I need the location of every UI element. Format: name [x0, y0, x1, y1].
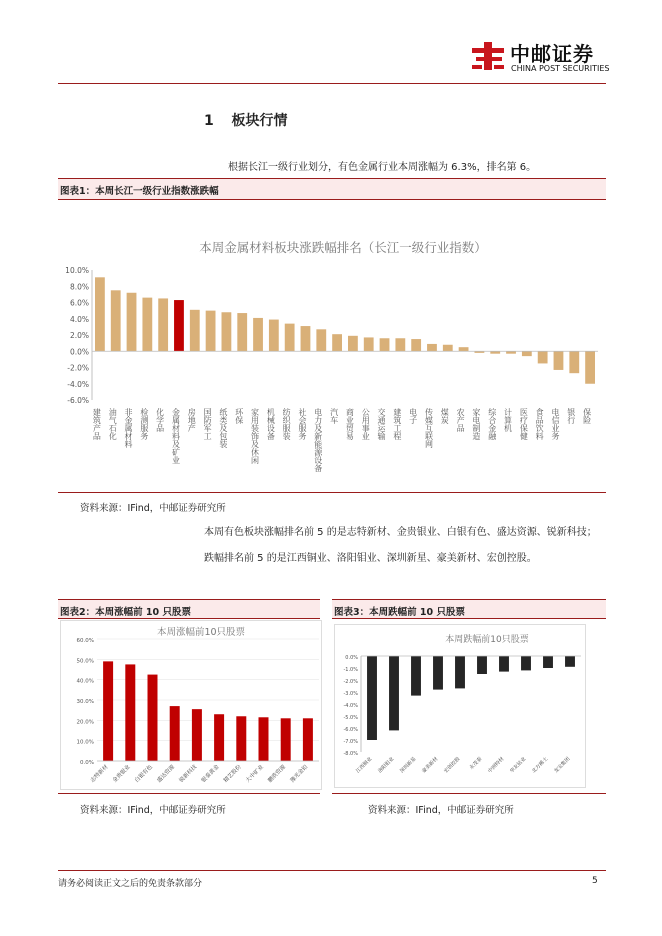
figure2-label: 图表2：本周涨幅前 10 只股票: [60, 607, 191, 618]
x-tick-label: 交通运输: [377, 408, 387, 440]
bar-油气石化: [111, 290, 121, 351]
bar-家用装饰及休闲: [253, 318, 263, 351]
x-tick-label: 金贵银业: [111, 764, 132, 784]
x-tick-label: 建筑工程: [392, 408, 402, 440]
bar-环保: [237, 313, 247, 351]
bar-纺织服装: [285, 324, 295, 352]
figure3-bottom-divider: [332, 793, 606, 794]
x-tick-label: 化学品: [155, 408, 165, 432]
x-tick-label: 环保: [234, 408, 244, 424]
y-tick-label: 6.0%: [69, 298, 89, 308]
y-tick-label: 0.0%: [345, 655, 358, 661]
bar-保险: [585, 351, 595, 384]
x-tick-label: 金属材料及矿业: [171, 408, 181, 464]
x-tick-label: 国防军工: [203, 408, 213, 440]
x-tick-label: 大中矿业: [245, 764, 265, 784]
y-tick-label: 0.0%: [80, 760, 94, 766]
x-tick-label: 电力及新能源设备: [313, 408, 323, 472]
y-tick-label: -7.0%: [343, 739, 358, 745]
figure2-source: 资料来源：IFind，中邮证券研究所: [80, 805, 226, 816]
x-tick-label: 志特新材: [89, 764, 110, 784]
x-tick-label: 计算机: [503, 408, 513, 432]
bar-农产品: [459, 347, 469, 351]
bar-精艺股份: [236, 716, 246, 761]
logo-text-en: CHINA POST SECURITIES: [511, 64, 610, 73]
chart-title: 本周涨幅前10只股票: [156, 627, 246, 638]
x-tick-label: 保险: [582, 408, 592, 424]
x-tick-label: 华友钴业: [509, 756, 528, 775]
y-tick-label: -6.0%: [67, 396, 89, 405]
china-post-logo-icon: [470, 40, 506, 72]
y-tick-label: 20.0%: [76, 719, 94, 726]
x-tick-label: 汽车: [329, 408, 339, 424]
bar-非金属材料: [127, 293, 137, 352]
y-tick-label: -1.0%: [343, 667, 358, 673]
top-losers-chart: [334, 624, 586, 788]
x-tick-label: 江西铜业: [355, 756, 374, 775]
figure3-label: 图表3：本周跌幅前 10 只股票: [334, 607, 465, 618]
bar-锐新科技: [192, 709, 202, 761]
figure1-caption-bar: [58, 178, 606, 200]
x-tick-label: 建筑产品: [92, 408, 102, 440]
x-tick-label: 非金属材料: [124, 408, 134, 448]
bar-华友钴业: [521, 656, 531, 670]
x-tick-label: 中洲特材: [487, 756, 506, 775]
figure1-label: 图表1：本周长江一级行业指数涨跌幅: [60, 186, 219, 197]
bar-洛阳钼业: [389, 656, 399, 730]
bar-社会服务: [301, 326, 311, 351]
bar-永茂泰: [477, 656, 487, 674]
y-tick-label: -6.0%: [343, 727, 358, 733]
section-number: 1: [204, 113, 214, 129]
bar-江西铜业: [367, 656, 377, 740]
x-tick-label: 豪美新材: [421, 756, 440, 775]
x-tick-label: 银泰黄金: [200, 764, 221, 784]
figure2-caption-bar: [58, 599, 320, 619]
y-tick-label: 50.0%: [76, 658, 94, 665]
figure1-source: 资料来源：IFind，中邮证券研究所: [80, 503, 226, 514]
x-tick-label: 洛阳钼业: [377, 756, 396, 775]
figure3-source: 资料来源：IFind，中邮证券研究所: [368, 805, 514, 816]
bar-盛达资源: [170, 706, 180, 761]
x-tick-label: 永茂泰: [468, 756, 484, 772]
figure3-caption-bar: [332, 599, 606, 619]
y-tick-label: 8.0%: [69, 282, 89, 292]
x-tick-label: 煤炭: [440, 408, 450, 424]
bar-化学品: [158, 298, 168, 351]
x-tick-label: 豫光金铅: [289, 764, 310, 784]
x-tick-label: 房地产: [187, 408, 197, 432]
y-tick-label: 4.0%: [69, 314, 89, 324]
x-tick-label: 医疗保健: [519, 408, 529, 440]
bar-房地产: [190, 310, 200, 351]
y-tick-label: 30.0%: [76, 699, 94, 705]
bar-北方稀土: [543, 656, 553, 668]
bar-公用事业: [364, 337, 374, 351]
bar-建筑工程: [395, 338, 405, 351]
y-tick-label: -5.0%: [343, 715, 358, 721]
y-tick-label: 10.0%: [65, 266, 89, 275]
y-tick-label: 60.0%: [76, 638, 94, 644]
bar-豫光金铅: [303, 718, 313, 761]
x-tick-label: 盛达资源: [156, 764, 177, 784]
bar-银行: [569, 351, 579, 373]
section-title: [204, 110, 288, 130]
bar-白银有色: [148, 675, 158, 761]
y-tick-label: 2.0%: [69, 331, 89, 340]
bar-电信业务: [554, 351, 564, 370]
bar-检测服务: [142, 298, 152, 352]
x-tick-label: 传媒互联网: [424, 408, 434, 448]
x-tick-label: 白银有色: [134, 764, 154, 784]
bar-电力及新能源设备: [316, 329, 326, 351]
bar-豪美新材: [433, 656, 443, 690]
page-number: 5: [592, 876, 598, 886]
bar-纸类及包装: [222, 312, 232, 351]
bar-建筑产品: [95, 277, 105, 351]
x-tick-label: 精艺股份: [222, 764, 243, 784]
bar-煤炭: [443, 345, 453, 352]
y-tick-label: 10.0%: [76, 739, 94, 746]
bar-交通运输: [380, 338, 390, 351]
bar-食品饮料: [538, 351, 548, 363]
bar-大中矿业: [259, 717, 269, 761]
x-tick-label: 北方稀土: [531, 756, 550, 775]
x-tick-label: 深圳新星: [399, 756, 418, 775]
bar-汽车: [332, 334, 342, 351]
x-tick-label: 电信业务: [550, 408, 560, 440]
section-title-text: 板块行情: [231, 113, 288, 129]
industry-index-chart: [58, 226, 606, 488]
bar-鹏欣资源: [281, 718, 291, 761]
x-tick-label: 宏创控股: [443, 756, 462, 775]
bar-金贵银业: [125, 664, 135, 761]
bar-电子: [411, 339, 421, 351]
chart-title: 本周金属材料板块涨跌幅排名（长江一级行业指数）: [199, 240, 487, 255]
paragraph-summary: 根据长江一级行业划分，有色金属行业本周涨幅为 6.3%，排名第 6。: [228, 162, 537, 173]
bar-传媒互联网: [427, 344, 437, 351]
bar-机械设备: [269, 320, 279, 352]
x-tick-label: 综合金融: [487, 408, 497, 440]
bar-深圳新星: [411, 656, 421, 696]
y-tick-label: 40.0%: [76, 678, 94, 685]
x-tick-label: 检测服务: [139, 408, 149, 440]
y-tick-label: -3.0%: [343, 691, 358, 697]
bar-银泰黄金: [214, 714, 224, 761]
bar-计算机: [506, 351, 516, 353]
y-tick-label: -4.0%: [343, 703, 358, 709]
bar-宏创控股: [455, 656, 465, 688]
x-tick-label: 社会服务: [297, 408, 307, 440]
figure2-bottom-divider: [58, 793, 320, 794]
footer-divider: [58, 870, 606, 871]
x-tick-label: 龙宝集团: [553, 756, 572, 775]
x-tick-label: 银行: [566, 408, 576, 424]
bar-医疗保健: [522, 351, 532, 356]
x-tick-label: 纺织服装: [282, 408, 292, 440]
bar-商业贸易: [348, 336, 358, 351]
top-gainers-chart: [60, 620, 322, 790]
x-tick-label: 机械设备: [266, 408, 276, 440]
x-tick-label: 商业贸易: [345, 408, 355, 440]
x-tick-label: 公用事业: [361, 408, 371, 440]
x-tick-label: 家用装饰及休闲: [250, 408, 260, 464]
header-divider: [58, 83, 606, 84]
bar-龙宝集团: [565, 656, 575, 667]
bar-中洲特材: [499, 656, 509, 672]
x-tick-label: 锐新科技: [178, 764, 199, 784]
bar-综合金融: [490, 351, 500, 353]
chart-title: 本周跌幅前10只股票: [445, 635, 529, 645]
y-tick-label: 0.0%: [69, 347, 89, 357]
x-tick-label: 农产品: [456, 408, 466, 432]
logo-text-cn: 中邮证券: [510, 42, 594, 66]
x-tick-label: 油气石化: [108, 408, 118, 440]
y-tick-label: -2.0%: [343, 679, 358, 685]
x-tick-label: 电子: [408, 408, 418, 424]
bar-金属材料及矿业: [174, 300, 184, 351]
figure1-bottom-divider: [58, 492, 606, 493]
footer-disclaimer: 请务必阅读正文之后的免责条款部分: [58, 879, 203, 889]
bar-志特新材: [103, 661, 113, 761]
x-tick-label: 鹏欣资源: [267, 764, 288, 784]
bar-国防军工: [206, 311, 216, 352]
y-tick-label: -2.0%: [67, 363, 89, 373]
y-tick-label: -8.0%: [343, 751, 358, 757]
y-tick-label: -4.0%: [67, 379, 89, 389]
x-tick-label: 家电制造: [471, 408, 481, 440]
paragraph-stocks: 本周有色板块涨幅排名前 5 的是志特新材、金贵银业、白银有色、盛达资源、锐新科技；跌幅排名前 5 的是江西铜业、洛阳钼业、深圳新星、豪美新材、宏创控股。: [204, 527, 597, 564]
x-tick-label: 食品饮料: [535, 408, 545, 440]
x-tick-label: 纸类及包装: [218, 408, 228, 448]
